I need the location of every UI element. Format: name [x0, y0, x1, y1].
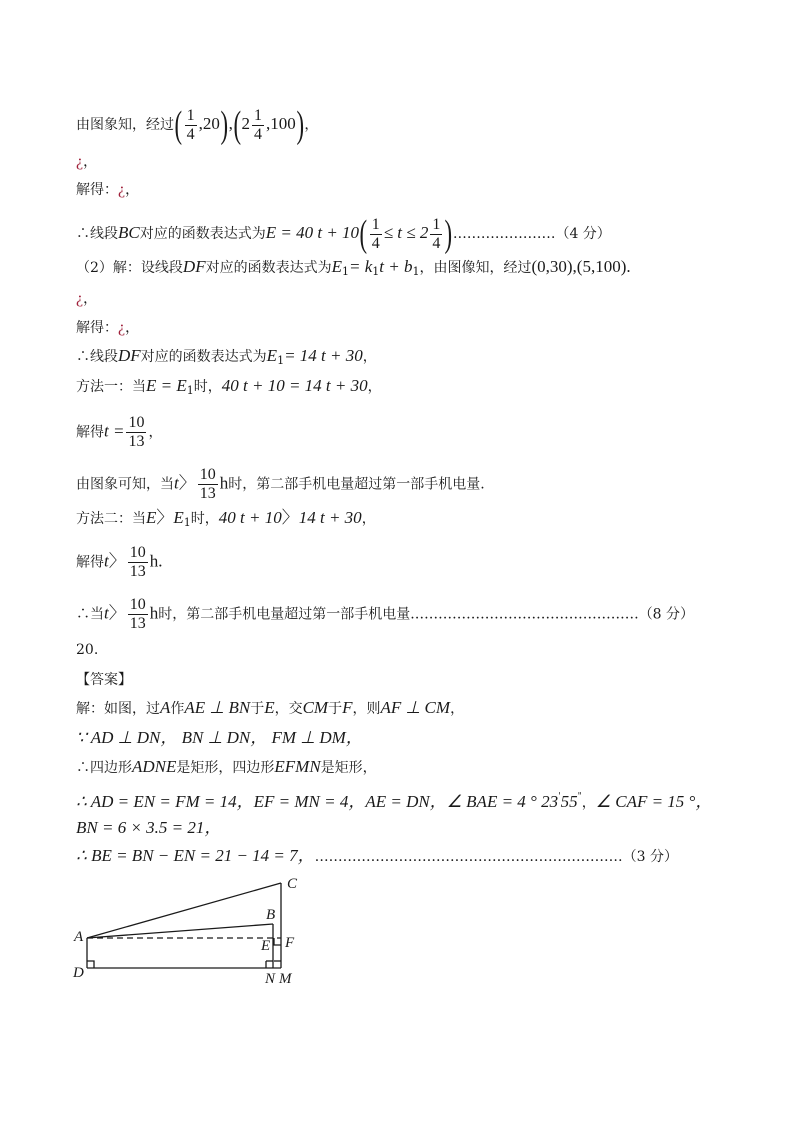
fraction: $\frac{1}{4}$	[371, 215, 380, 252]
dot-leader: .…………………	[453, 226, 556, 242]
line-df-expression: ∴线段DF对应的函数表达式为$E_1= 14$ t + 30，	[76, 346, 377, 367]
question-number: 20.	[76, 642, 99, 658]
placeholder-mark: ¿	[118, 319, 126, 336]
label-B: B	[266, 907, 276, 923]
math: 2	[241, 114, 250, 133]
line-lengths-angles: ∴ AD = EN = FM = 14，EF = MN = 4，AE = DN，∠ BAE = 4 ° 23'55"，∠ CAF = 15 °，	[76, 792, 713, 811]
label-E: E	[261, 938, 271, 954]
answer-heading: 【答案】	[76, 672, 132, 688]
text: 由图象知，经过	[76, 117, 174, 133]
label-A: A	[74, 929, 84, 945]
line-conclusion-2: ∴当t〉 $\frac{10}{13}$ h时，第二部手机电量超过第一部手机电量.…………………………………………（8 分）	[76, 596, 695, 632]
fraction: $\frac{10}{13}$	[129, 596, 146, 632]
score-label: （4 分）	[555, 226, 611, 242]
score-label: （3 分）	[622, 849, 678, 865]
fraction: $\frac{1}{4}$	[432, 215, 441, 252]
label-N: N	[265, 971, 276, 987]
line-conclusion-1: 由图象可知，当t〉 $\frac{10}{13}$ h时，第二部手机电量超过第一部手机电量.	[76, 466, 485, 502]
line-bc-expression: ∴线段BC对应的函数表达式为E = 40 t + 10( $\frac{1}{4}$ ≤ t ≤ 2 $\frac{1}{4}$ ).…………………（4 分）	[76, 213, 611, 255]
placeholder-mark: ¿	[76, 153, 84, 170]
placeholder-mark: ¿	[118, 181, 126, 198]
line-placeholder-2: ¿，	[76, 290, 98, 307]
line-solve-2: 解得：¿，	[76, 319, 140, 336]
fraction: $\frac{10}{13}$	[129, 544, 146, 580]
fraction: $\frac{10}{13}$	[128, 414, 145, 450]
label-D: D	[73, 965, 84, 981]
dot-leader: …………………………………………	[414, 606, 639, 623]
line-construction: 解：如图，过A作AE ⊥ BN于E，交CM于F，则AF ⊥ CM，	[76, 698, 465, 717]
line-be-value: ∴ BE = BN − EN = 21 − 14 = 7，…………………………………………………………（3 分）	[76, 846, 678, 865]
line-df-setup: （2）解：设线段DF对应的函数表达式为$E_1= k_1t + b_1$，由图像知，经过(0,30),(5,100).	[76, 257, 631, 278]
label-M: M	[279, 971, 292, 987]
line-method-two: 方法二：当E〉$E_1$时，40 t + 10〉14 t + 30，	[76, 508, 376, 529]
line-solve-1: 解得：¿，	[76, 181, 140, 198]
line-solution-ineq: 解得t〉 $\frac{10}{13}$ h.	[76, 544, 163, 580]
line-solution-t: 解得t = $\frac{10}{13}$ ，	[76, 414, 163, 450]
line-rectangles: ∴四边形ADNE是矩形，四边形EFMN是矩形，	[76, 757, 377, 776]
label-C: C	[287, 876, 298, 892]
fraction: $\frac{1}{4}$	[186, 106, 195, 143]
fraction: $\frac{1}{4}$	[253, 106, 262, 143]
dot-leader: …………………………………………………………	[314, 849, 623, 865]
line-placeholder-1: ¿，	[76, 153, 98, 170]
fraction: $\frac{10}{13}$	[199, 466, 216, 502]
line-given-perpendiculars: ∵ AD ⊥ DN， BN ⊥ DN， FM ⊥ DM，	[76, 728, 363, 747]
placeholder-mark: ¿	[76, 290, 84, 307]
score-label: （8 分）	[638, 606, 695, 623]
line-method-one: 方法一：当$E = E_1$时，40 t + 10 = 14 t + 30，	[76, 376, 382, 397]
line-bn-value: BN = 6 × 3.5 = 21，	[76, 818, 222, 837]
label-F: F	[285, 935, 295, 951]
math: ,20	[198, 114, 220, 133]
math: ,100	[265, 114, 296, 133]
line-points-bc: 由图象知，经过( $\frac{1}{4}$ ,20),(2 $\frac{1}{4}$ ,100)，	[76, 104, 319, 146]
